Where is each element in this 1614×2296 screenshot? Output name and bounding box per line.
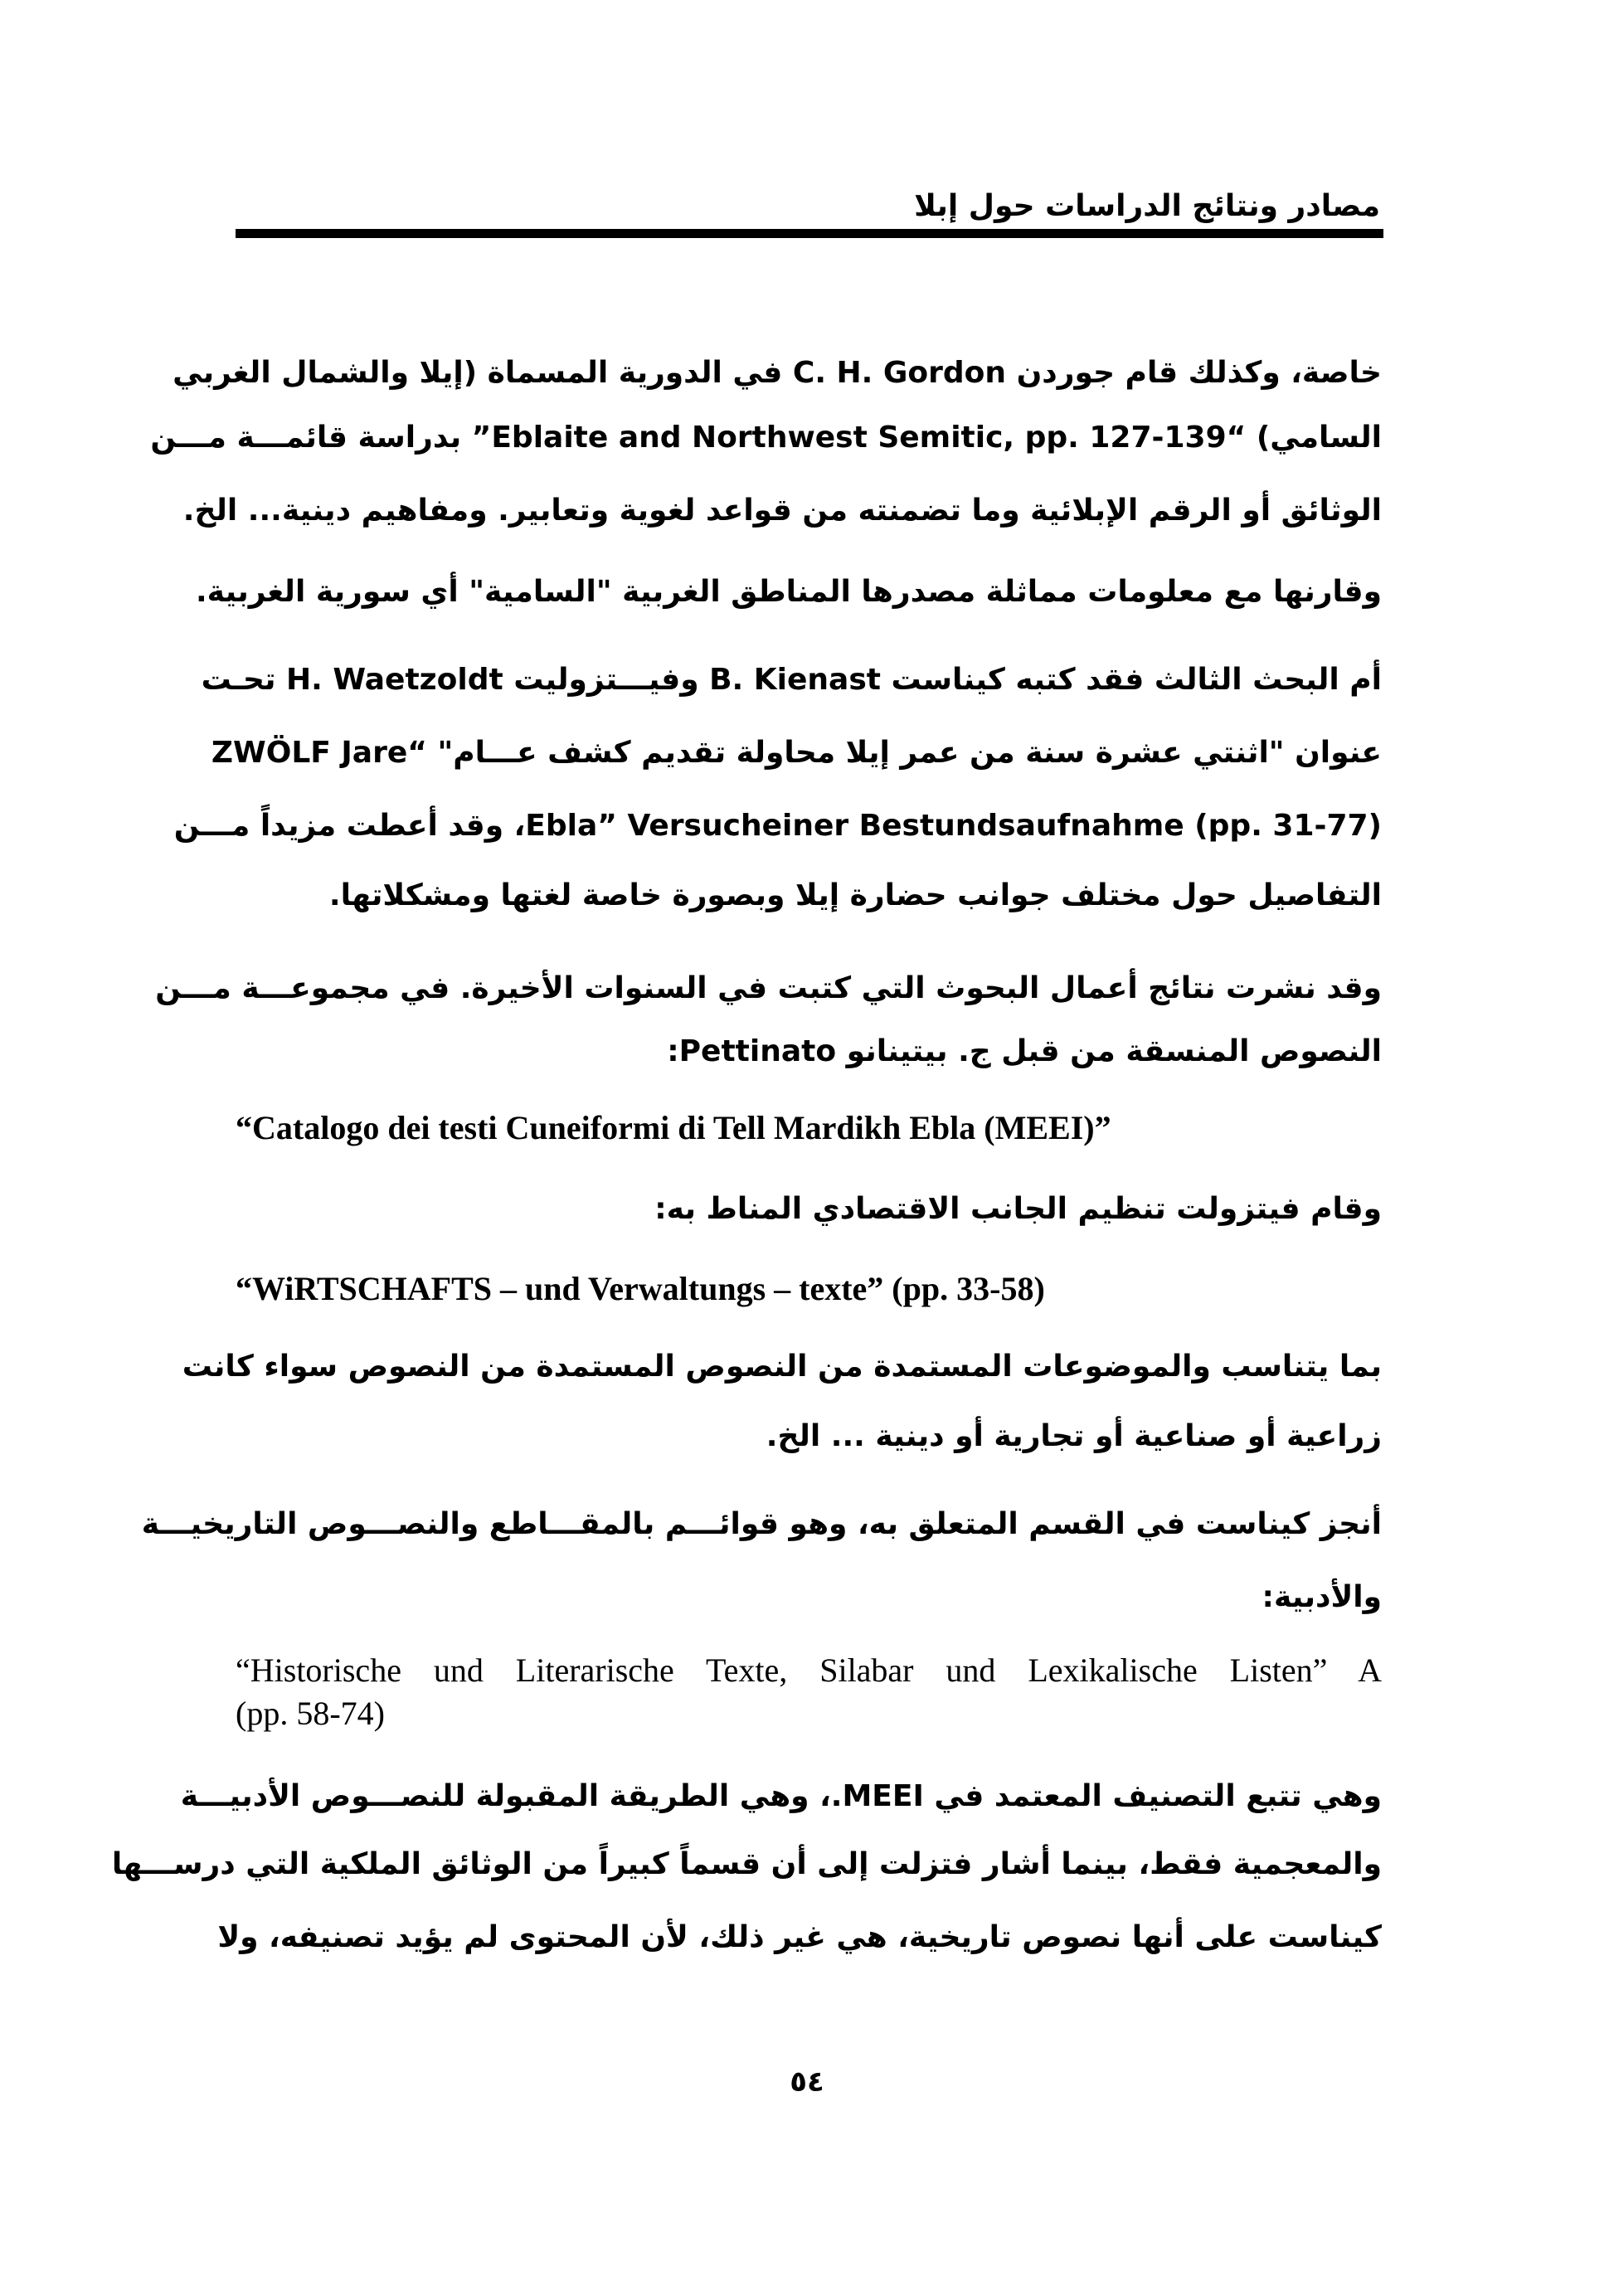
citation-line: “Historische und Literarische Texte, Silabar und Lexikalische Listen” A [236, 1651, 1382, 1689]
text-line: والمعجمية فقط، بينما أشار فتزلت إلى أن قسماً كبيراً من الوثائق الملكية التي درســـها [111, 1847, 1382, 1881]
text-line: وقام فيتزولت تنظيم الجانب الاقتصادي المناط به: [654, 1192, 1382, 1226]
citation-line: “WiRTSCHAFTS – und Verwaltungs – texte” (pp. 33-58) [236, 1270, 1045, 1307]
text-line: الوثائق أو الرقم الإبلائية وما تضمنته من قواعد لغوية وتعابير. ومفاهيم دينية... الخ. [182, 494, 1382, 528]
text-line: السامي) “Eblaite and Northwest Semitic, pp. 127-139” بدراسة قائمـــة مـــن [150, 421, 1382, 455]
header-rule [236, 229, 1383, 238]
text-line: والأدبية: [1262, 1580, 1382, 1614]
text-line: أنجز كيناست في القسم المتعلق به، وهو قوائـــم بالمقـــاطع والنصـــوص التاريخيـــة [141, 1507, 1382, 1541]
text-line: التفاصيل حول مختلف جوانب حضارة إيلا وبصورة خاصة لغتها ومشكلاتها. [328, 878, 1382, 912]
text-line: أم البحث الثالث فقد كتبه كيناست B. Kienast وفيـــتزوليت H. Waetzoldt تحـت [201, 663, 1382, 697]
text-line: عنوان "اثنتي عشرة سنة من عمر إيلا محاولة تقديم كشف عـــام" “ZWÖLF Jare [211, 736, 1382, 770]
text-line: وقد نشرت نتائج أعمال البحوث التي كتبت في السنوات الأخيرة. في مجموعـــة مـــن [155, 971, 1382, 1005]
citation-line: “Catalogo dei testi Cuneiformi di Tell Mardikh Ebla (MEEI)” [236, 1109, 1111, 1146]
page-number: ٥٤ [790, 2065, 824, 2099]
text-line: خاصة، وكذلك قام جوردن C. H. Gordon في الدورية المسماة (إيلا والشمال الغربي [173, 356, 1382, 390]
text-line: Ebla” Versucheiner Bestundsaufnahme (pp. 31-77)، وقد أعطت مزيداً مـــن [173, 809, 1382, 843]
text-line: زراعية أو صناعية أو تجارية أو دينية ... الخ. [766, 1419, 1382, 1453]
text-line: بما يتناسب والموضوعات المستمدة من النصوص المستمدة من النصوص سواء كانت [182, 1350, 1382, 1384]
text-line: وهي تتبع التصنيف المعتمد في MEEI.، وهي الطريقة المقبولة للنصـــوص الأدبيـــة [180, 1779, 1382, 1813]
running-header: مصادر ونتائج الدراسات حول إبلا [914, 189, 1380, 223]
text-line: وقارنها مع معلومات مماثلة مصدرها المناطق الغربية "السامية" أي سورية الغربية. [196, 575, 1382, 609]
citation-line: (pp. 58-74) [236, 1695, 385, 1732]
text-line: النصوص المنسقة من قبل ج. بيتينانو Pettinato: [667, 1034, 1382, 1068]
text-line: كيناست على أنها نصوص تاريخية، هي غير ذلك، لأن المحتوى لم يؤيد تصنيفه، ولا [217, 1920, 1382, 1954]
